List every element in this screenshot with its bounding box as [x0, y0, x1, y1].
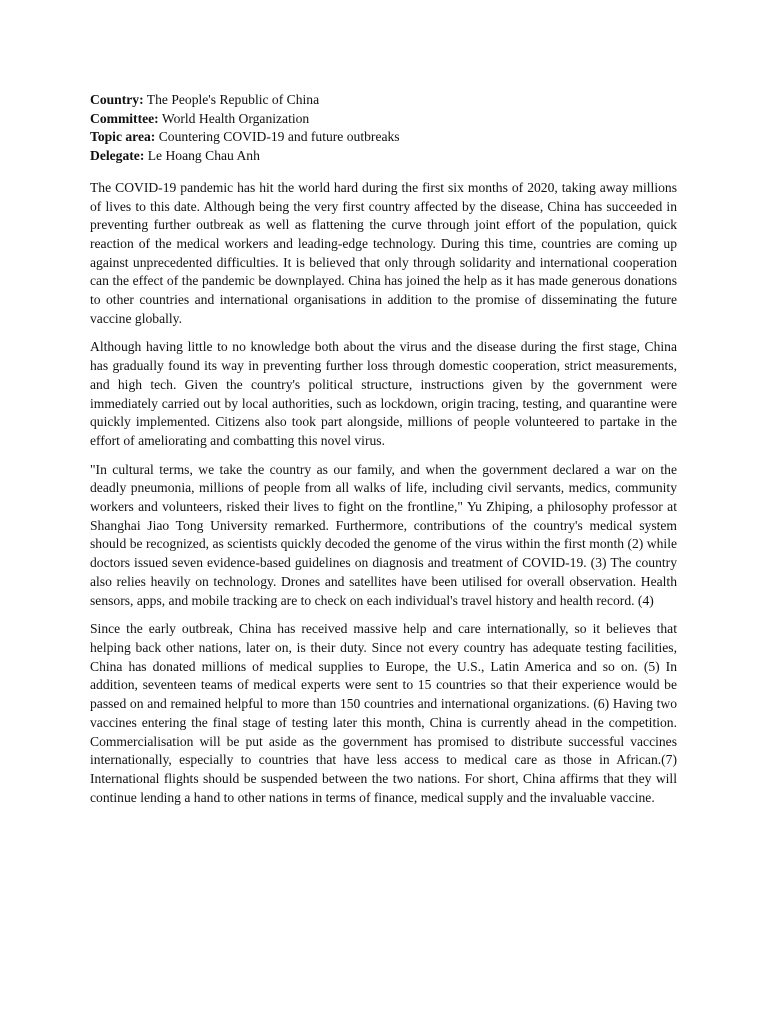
country-label: Country:	[90, 92, 144, 107]
delegate-line	[90, 147, 677, 166]
paragraph-international-aid: Since the early outbreak, China has received massive help and care internationally, so it believes that helping back other nations, later on, is their duty. Since not every country has adequate testing facilities, China has donated millions of medical supplies to Europe, the U.S., Latin America and so on. (5) In addition, seventeen teams of medical experts were sent to 15 countries so that their experience would be passed on and remained helpful to more than 150 countries and international organizations. (6) Having two vaccines entering the final stage of testing later this month, China is currently ahead in the competition. Commercialisation will be put aside as the government has promised to distribute successful vaccines internationally, especially to countries that have less access to medical care as those in African.(7) International flights should be suspended between the two nations. For short, China affirms that they will continue lending a hand to other nations in terms of finance, medical supply and the invaluable vaccine.	[90, 621, 677, 805]
topic-value: Countering COVID-19 and future outbreaks	[158, 129, 400, 145]
topic-line	[90, 128, 677, 147]
paragraph-domestic-response: Although having little to no knowledge both about the virus and the disease during the first stage, China has gradually found its way in preventing further loss through domestic cooperation, strict measurements, and high tech. Given the country's political structure, instructions given by the government were immediately carried out by local authorities, such as lockdown, origin tracing, testing, and quarantine were quickly implemented. Citizens also took part alongside, millions of people volunteered to partake in the effort of ameliorating and combatting this novel virus.	[90, 339, 677, 448]
topic-label: Topic area:	[90, 129, 156, 145]
paragraph-cultural-and-technology: "In cultural terms, we take the country as our family, and when the government declared a war on the deadly pneumonia, millions of people from all walks of life, including civil servants, medics, community workers and volunteers, risked their lives to fight on the frontline," Yu Zhiping, a philosophy professor at Shanghai Jiao Tong University remarked. Furthermore, contributions of the country's medical system should be recognized, as scientists quickly decoded the genome of the virus within the first month (2) while doctors issued seven evidence-based guidelines on diagnosis and treatment of COVID-19. (3) The country also relies heavily on technology. Drones and satellites have been utilised for overall observation. Health sensors, apps, and mobile tracking are to check on each individual's travel history and health record. (4)	[90, 461, 677, 608]
country-value: The People's Republic of China	[146, 92, 320, 107]
country-line	[90, 91, 677, 110]
committee-line	[90, 110, 677, 129]
document-page	[90, 91, 677, 807]
committee-label: Committee:	[90, 110, 159, 126]
delegate-value: Le Hoang Chau Anh	[147, 148, 260, 164]
document-header	[90, 91, 677, 166]
delegate-label: Delegate:	[90, 148, 145, 164]
committee-value: World Health Organization	[161, 110, 310, 126]
paragraph-introduction: The COVID-19 pandemic has hit the world hard during the first six months of 2020, taking away millions of lives to this date. Although being the very first country affected by the disease, China has succeeded in preventing further outbreak as well as flattening the curve through joint effort of the population, quick reaction of the medical workers and leading-edge technology. During this time, countries are coming up against unprecedented difficulties. It is believed that only through solidarity and international cooperation can the effect of the pandemic be downplayed. China has joined the help as it has made generous donations to other countries and international organisations in addition to the promise of disseminating the future vaccine globally.	[90, 179, 677, 326]
